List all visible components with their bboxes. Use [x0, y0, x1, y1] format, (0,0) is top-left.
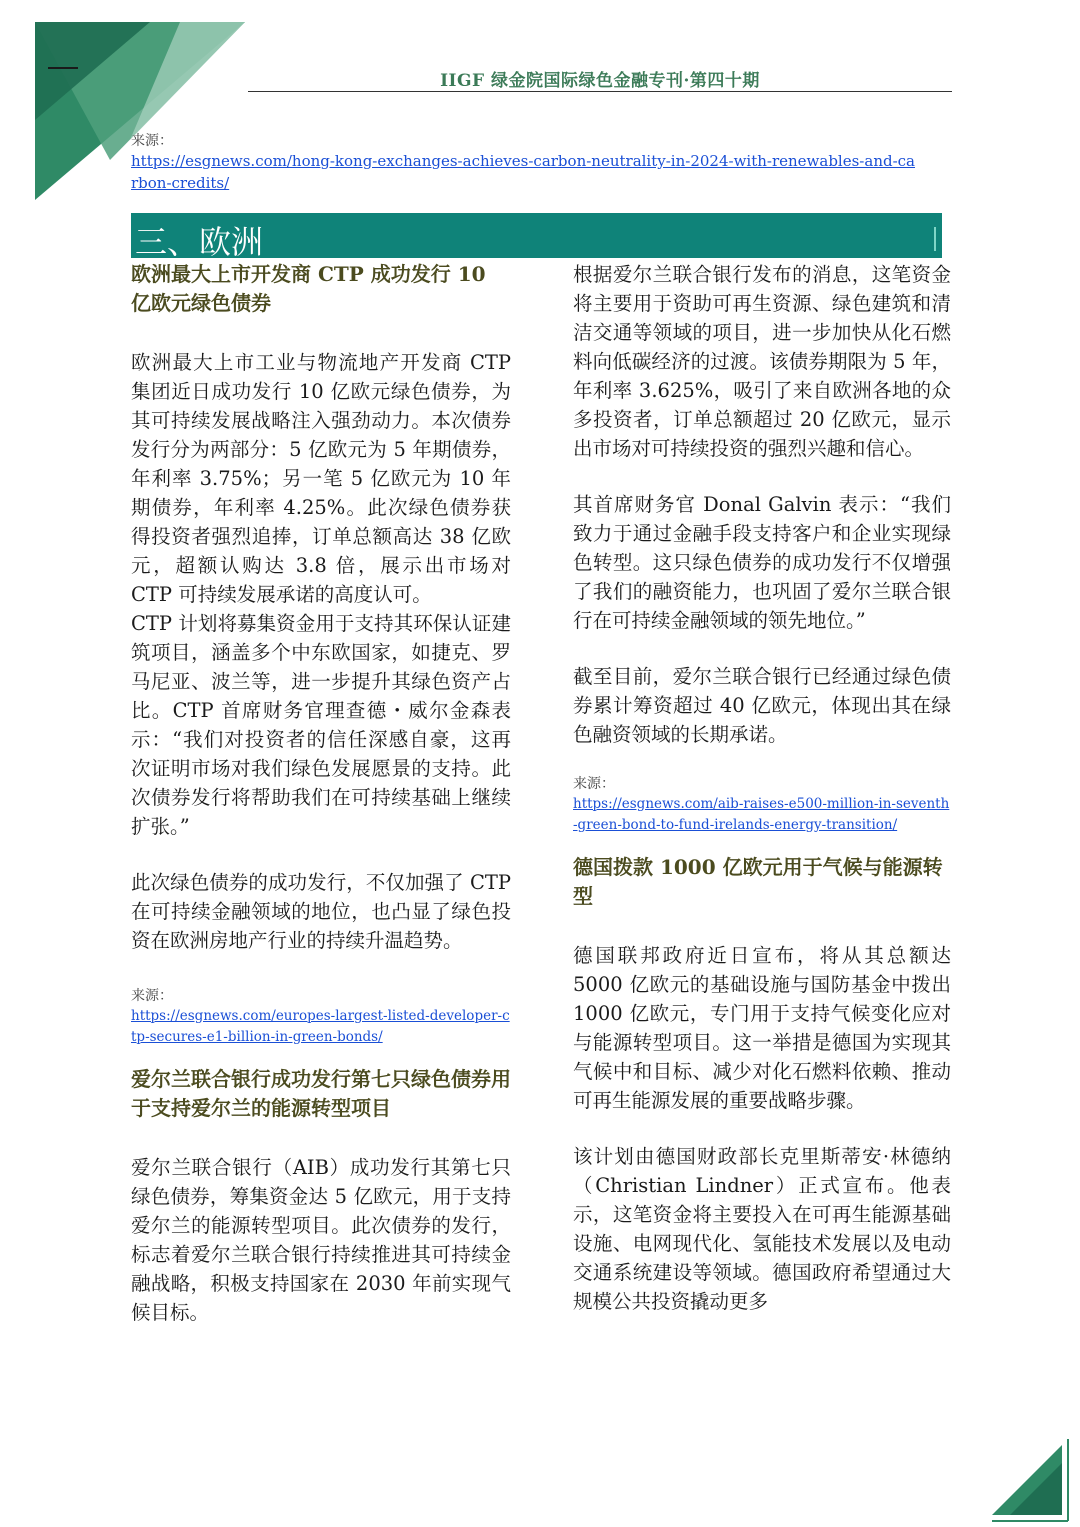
article-paragraph: 该计划由德国财政部长克里斯蒂安·林德纳（Christian Lindner）正式宣布。他表示，这笔资金将主要投入在可再生能源基础设施、电网现代化、氢能技术发展以及电动交通系统建设等领域。德国政府希望通过大规模公共投资撬动更多	[573, 1145, 951, 1313]
source-link[interactable]: https://esgnews.com/europes-largest-listed-developer-ctp-secures-e1-billion-in-green-bonds/	[131, 1008, 510, 1045]
article-paragraph: 截至目前，爱尔兰联合银行已经通过绿色债券累计筹资超过 40 亿欧元，体现出其在绿色融资领域的长期承诺。	[573, 665, 951, 746]
article-paragraph: 德国联邦政府近日宣布，将从其总额达 5000 亿欧元的基础设施与国防基金中拨出 1000 亿欧元，专门用于支持气候变化应对与能源转型项目。这一举措是德国为实现其气候中和目标、减少对化石燃料依赖、推动可再生能源发展的重要战略步骤。	[573, 944, 951, 1112]
right-column	[573, 260, 951, 1316]
article-paragraph: 根据爱尔兰联合银行发布的消息，这笔资金将主要用于资助可再生资源、绿色建筑和清洁交通等领域的项目，进一步加快从化石燃料向低碳经济的过渡。该债券期限为 5 年，年利率 3.625%，吸引了来自欧洲各地的众多投资者，订单总额超过 20 亿欧元，显示出市场对可持续投资的强烈兴趣和信心。	[573, 263, 951, 460]
section-title: 三、欧洲	[135, 223, 264, 261]
source-link[interactable]: https://esgnews.com/aib-raises-e500-million-in-seventh-green-bond-to-fund-irelands-energy-transition/	[573, 796, 950, 833]
source-label: 来源：	[131, 988, 173, 1004]
source-label: 来源：	[131, 133, 173, 149]
section-header	[131, 213, 942, 261]
article-headline-ctp: 欧洲最大上市开发商 CTP 成功发行 10 亿欧元绿色债券	[131, 262, 486, 315]
article-paragraph: 欧洲最大上市工业与物流地产开发商 CTP 集团近日成功发行 10 亿欧元绿色债券，为其可持续发展战略注入强劲动力。本次债券发行分为两部分：5 亿欧元为 5 年期债券，年利率 3.75%；另一笔 5 亿欧元为 10 年期债券，年利率 4.25%。此次绿色债券获得投资者强烈追捧，订单总额高达 38 亿欧元，超额认购达 3.8 倍，展示出市场对 CTP 可持续发展承诺的高度认可。	[131, 351, 511, 606]
article-paragraph: 其首席财务官 Donal Galvin 表示：“我们致力于通过金融手段支持客户和企业实现绿色转型。这只绿色债券的成功发行不仅增强了我们的融资能力，也巩固了爱尔兰联合银行在可持续金融领域的领先地位。”	[573, 493, 951, 632]
source-link[interactable]: https://esgnews.com/hong-kong-exchanges-achieves-carbon-neutrality-in-2024-with-renewables-and-carbon-credits/	[131, 152, 915, 192]
section-tick	[934, 227, 936, 251]
article-paragraph: 此次绿色债券的成功发行，不仅加强了 CTP 在可持续金融领域的地位，也凸显了绿色投资在欧洲房地产行业的持续升温趋势。	[131, 871, 511, 952]
header-dash	[48, 67, 78, 69]
corner-decoration-bottom-right	[980, 1427, 1080, 1527]
top-source-block	[131, 130, 921, 194]
source-label: 来源：	[573, 776, 615, 792]
article-headline-aib: 爱尔兰联合银行成功发行第七只绿色债券用于支持爱尔兰的能源转型项目	[131, 1067, 511, 1120]
left-column	[131, 260, 511, 1327]
article-paragraph: 爱尔兰联合银行（AIB）成功发行其第七只绿色债券，筹集资金达 5 亿欧元，用于支持爱尔兰的能源转型项目。此次债券的发行，标志着爱尔兰联合银行持续推进其可持续金融战略，积极支持国家在 2030 年前实现气候目标。	[131, 1156, 511, 1324]
header-rule	[248, 91, 952, 92]
article-headline-germany: 德国拨款 1000 亿欧元用于气候与能源转型	[573, 855, 943, 908]
article-paragraph: CTP 计划将募集资金用于支持其环保认证建筑项目，涵盖多个中东欧国家，如捷克、罗马尼亚、波兰等，进一步提升其绿色资产占比。CTP 首席财务官理查德・威尔金森表示：“我们对投资者的信任深感自豪，这再次证明市场对我们绿色发展愿景的支持。此次债券发行将帮助我们在可持续基础上继续扩张。”	[131, 612, 511, 838]
page-header-title: IIGF 绿金院国际绿色金融专刊·第四十期	[440, 71, 760, 91]
